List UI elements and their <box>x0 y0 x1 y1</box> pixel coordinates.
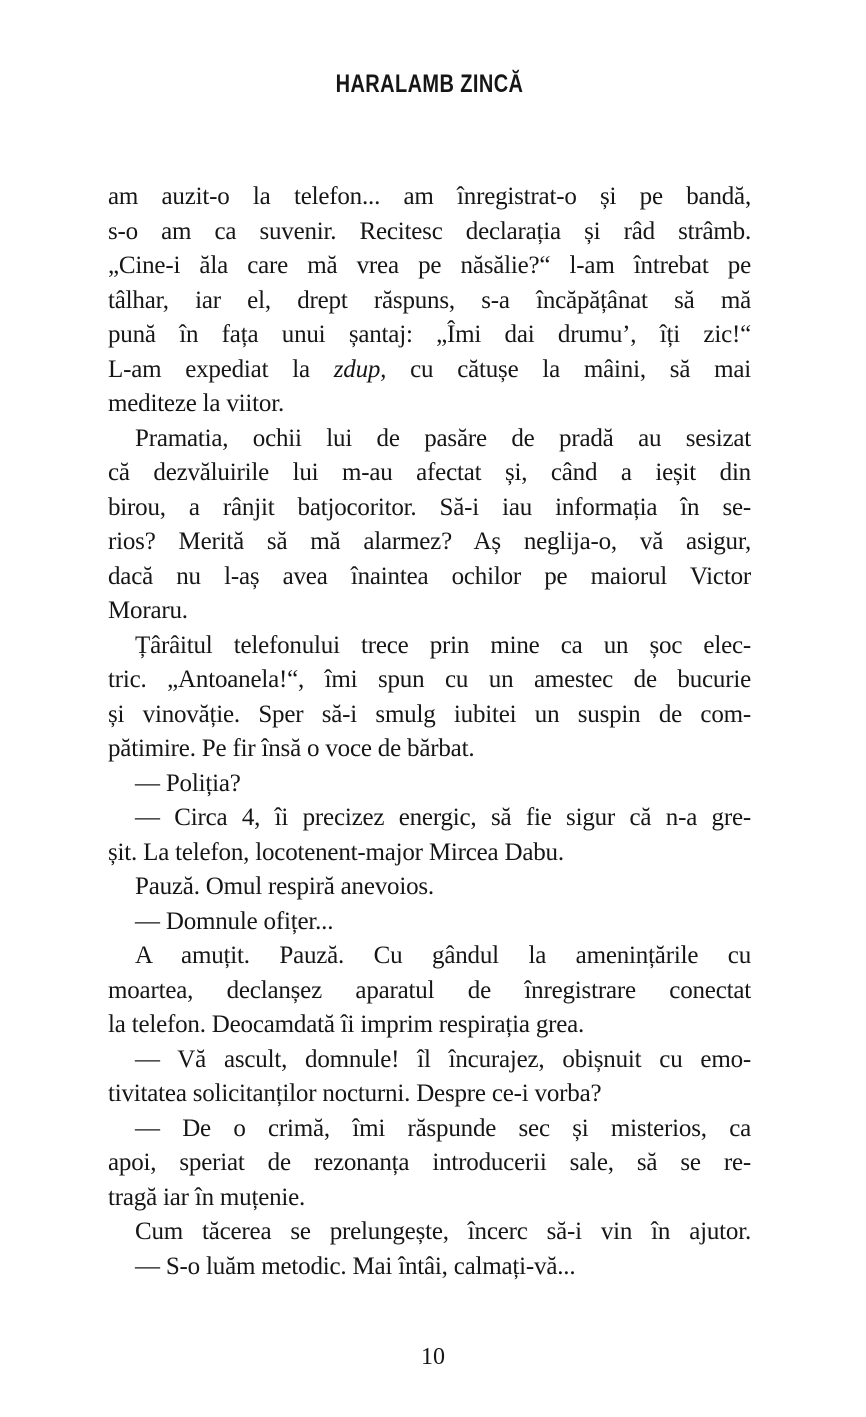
text-line: dacă nu l-aș avea înaintea ochilor pe maiorul Victor <box>108 562 751 590</box>
text-line: moartea, declanșez aparatul de înregistrare conectat <box>108 976 751 1004</box>
text-line: — Circa 4, îi precizez energic, să fie sigur că n-a gre- <box>135 804 751 831</box>
text-line: pună în fața unui șantaj: „Îmi dai drumu’, îți zic!“ <box>108 321 751 348</box>
text-line: am auzit-o la telefon... am înregistrat-o și pe bandă, <box>108 183 751 210</box>
text-line <box>108 353 751 388</box>
text-line: Țârâitul telefonului trece prin mine ca un șoc elec- <box>135 631 751 659</box>
text-line: „Cine-i ăla care mă vrea pe năsălie?“ l-am întrebat pe <box>108 252 751 279</box>
text-line: apoi, speriat de rezonanța introducerii sale, să se re- <box>108 1149 751 1176</box>
italic-text: zdup, <box>333 355 387 383</box>
text-line: tric. „Antoanela!“, îmi spun cu un amestec de bucurie <box>108 666 751 693</box>
text-line: — S-o luăm metodic. Mai întâi, calmați-vă... <box>135 1252 576 1280</box>
text-line: la telefon. Deocamdată îi imprim respirația grea. <box>108 1011 585 1038</box>
text-line: pătimire. Pe fir însă o voce de bărbat. <box>108 735 475 762</box>
text-line: — De o crimă, îmi răspunde sec și misterios, ca <box>135 1114 751 1142</box>
text-line: și vinovăție. Sper să-i smulg iubitei un suspin de com- <box>108 700 751 728</box>
text-line: Cum tăcerea se prelungește, încerc să-i vin în ajutor. <box>135 1218 751 1245</box>
text-line: mediteze la viitor. <box>108 390 284 417</box>
text-line: — Poliția? <box>135 769 241 797</box>
text-line: s-o am ca suvenir. Recitesc declarația și râd strâmb. <box>108 217 751 245</box>
text-line: tragă iar în muțenie. <box>108 1183 306 1211</box>
text-segment: L-am expediat la <box>108 355 334 383</box>
text-line: că dezvăluirile lui m-au afectat și, când a ieșit din <box>108 459 751 486</box>
page-number: 10 <box>421 1344 445 1370</box>
text-line: Pauză. Omul respiră anevoios. <box>135 873 434 900</box>
text-line: A amuțit. Pauză. Cu gândul la amenințările cu <box>135 942 751 969</box>
text-line: șit. La telefon, locotenent-major Mircea Dabu. <box>108 838 564 866</box>
text-line: — Vă ascult, domnule! îl încurajez, obișnuit cu emo- <box>135 1045 751 1073</box>
text-segment: cu cătușe la mâini, să mai <box>386 355 751 383</box>
text-line: birou, a rânjit batjocoritor. Să-i iau informația în se- <box>108 493 751 521</box>
text-line: Moraru. <box>108 597 188 624</box>
text-line: tâlhar, iar el, drept răspuns, s-a încăpățânat să mă <box>108 286 751 314</box>
page-body <box>108 180 751 1284</box>
text-line: rios? Merită să mă alarmez? Aș neglija-o, vă asigur, <box>108 528 751 555</box>
text-line: tivitatea solicitanților nocturni. Despre ce-i vorba? <box>108 1080 602 1107</box>
running-header: HARALAMB ZINCĂ <box>335 70 524 98</box>
text-line: Pramatia, ochii lui de pasăre de pradă au sesizat <box>135 424 751 452</box>
text-line: — Domnule ofițer... <box>135 907 334 935</box>
